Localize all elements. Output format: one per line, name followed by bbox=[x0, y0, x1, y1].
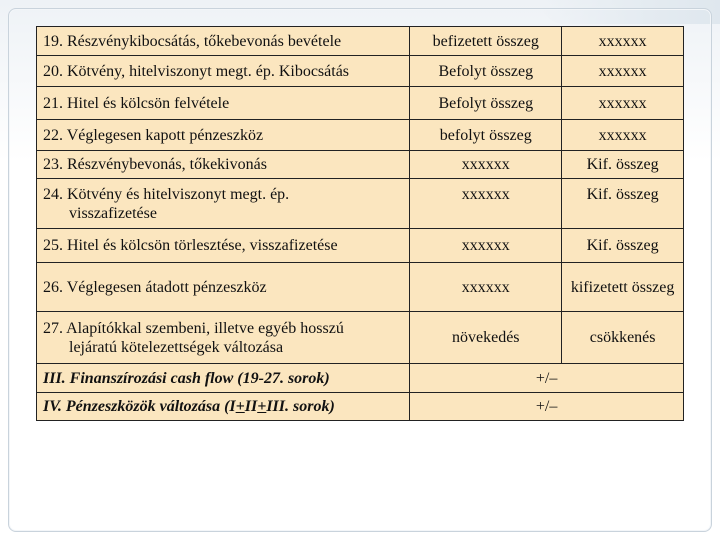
row-label: 19. Részvénykibocsátás, tőkebevonás bevétele bbox=[37, 27, 410, 56]
table-row bbox=[37, 151, 684, 179]
row-col3: csökkenés bbox=[562, 312, 684, 364]
summary-label-plus2: + bbox=[257, 398, 267, 415]
row-col3: Kif. összeg bbox=[562, 229, 684, 263]
row-label: 25. Hitel és kölcsön törlesztése, visszafizetése bbox=[37, 229, 410, 263]
table-row bbox=[37, 120, 684, 151]
row-col2: xxxxxx bbox=[410, 151, 562, 179]
row-label-line1: 24. Kötvény és hitelviszonyt megt. ép. bbox=[43, 185, 290, 203]
summary-label bbox=[37, 393, 410, 421]
row-col3: xxxxxx bbox=[562, 56, 684, 87]
row-col2: növekedés bbox=[410, 312, 562, 364]
row-label-line1: 27. Alapítókkal szembeni, illetve egyéb hosszú bbox=[43, 319, 344, 337]
row-col2: xxxxxx bbox=[410, 179, 562, 229]
row-col2: xxxxxx bbox=[410, 229, 562, 263]
summary-row-change bbox=[37, 393, 684, 421]
summary-row-financing bbox=[37, 364, 684, 393]
row-col3: Kif. összeg bbox=[562, 151, 684, 179]
table-row bbox=[37, 263, 684, 312]
table-row bbox=[37, 56, 684, 87]
summary-label-post: III. sorok) bbox=[266, 398, 335, 415]
summary-label-pre: IV. Pénzeszközök változása (I bbox=[43, 398, 236, 415]
row-col2: Befolyt összeg bbox=[410, 87, 562, 120]
table-row bbox=[37, 179, 684, 229]
row-label bbox=[37, 179, 410, 229]
row-col3: xxxxxx bbox=[562, 87, 684, 120]
row-label: 21. Hitel és kölcsön felvétele bbox=[37, 87, 410, 120]
row-label: 26. Véglegesen átadott pénzeszköz bbox=[37, 263, 410, 312]
summary-value: +/– bbox=[410, 364, 684, 393]
summary-label-plus1: + bbox=[235, 398, 245, 415]
row-label: 23. Részvénybevonás, tőkekivonás bbox=[37, 151, 410, 179]
row-label bbox=[37, 312, 410, 364]
row-col3: kifizetett összeg bbox=[562, 263, 684, 312]
table-row bbox=[37, 229, 684, 263]
row-label-line2: lejáratú kötelezettségek változása bbox=[69, 338, 284, 356]
table-row bbox=[37, 87, 684, 120]
row-label: 20. Kötvény, hitelviszonyt megt. ép. Kibocsátás bbox=[37, 56, 410, 87]
row-label: 22. Véglegesen kapott pénzeszköz bbox=[37, 120, 410, 151]
row-col2: Befolyt összeg bbox=[410, 56, 562, 87]
financing-cash-flow-table bbox=[36, 26, 684, 421]
summary-label: III. Finanszírozási cash flow (19-27. sorok) bbox=[37, 364, 410, 393]
row-col2: befolyt összeg bbox=[410, 120, 562, 151]
table-row bbox=[37, 312, 684, 364]
row-col3: xxxxxx bbox=[562, 120, 684, 151]
row-col3: Kif. összeg bbox=[562, 179, 684, 229]
row-col2: xxxxxx bbox=[410, 263, 562, 312]
table-row bbox=[37, 27, 684, 56]
summary-value: +/– bbox=[410, 393, 684, 421]
summary-label-mid: II bbox=[244, 398, 258, 415]
row-col3: xxxxxx bbox=[562, 27, 684, 56]
row-label-line2: visszafizetése bbox=[69, 204, 157, 222]
row-col2: befizetett összeg bbox=[410, 27, 562, 56]
